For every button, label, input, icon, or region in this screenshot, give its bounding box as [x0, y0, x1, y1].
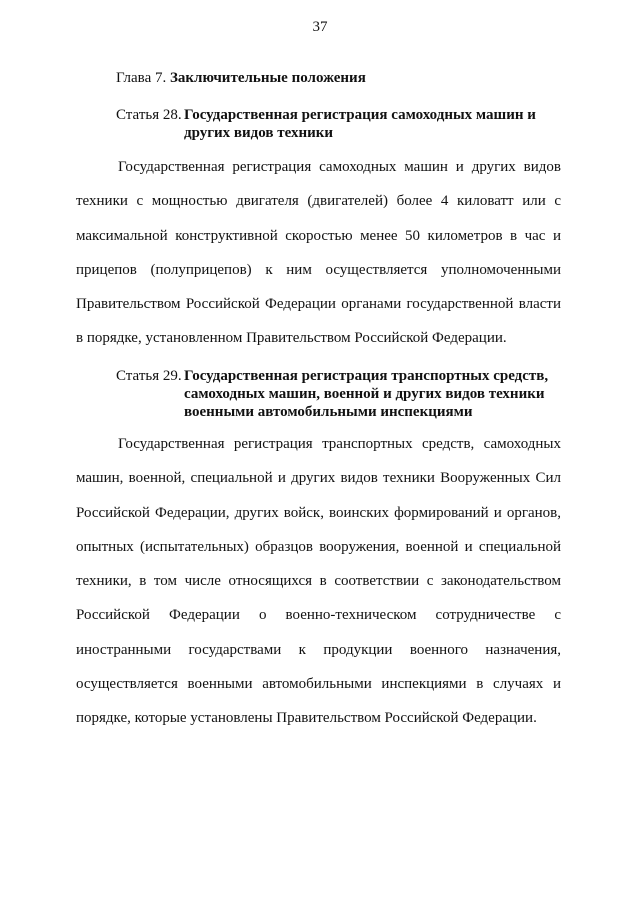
article-28-text: Государственная регистрация самоходных машин и других видов техники с мощностью двигателя (двигателей) более 4 киловатт или с максимальной конструктивной скоростью менее 50 километров в час и прицепов (полуприцепов) к ним осуществляется уполномоченными Правительством Российской Федерации органами государственной власти в порядке, установленном Правительством Российской Федерации.	[76, 159, 561, 347]
article-29-heading	[116, 367, 576, 421]
chapter-heading	[116, 70, 366, 87]
article-29-text: Государственная регистрация транспортных средств, самоходных машин, военной, специальной и других видов техники Вооруженных Сил Российской Федерации, других войск, воинских формирований и органов, опытных (испытательных) образцов вооружения, военной и специальной техники, в том числе относящихся в соответствии с законодательством Российской Федерации о военно-техническом сотрудничестве с иностранными государствами к продукции военного назначения, осуществляется военными автомобильными инспекциями в случаях и порядке, которые установлены Правительством Российской Федерации.	[76, 436, 561, 727]
chapter-title: Заключительные положения	[169, 70, 366, 86]
chapter-label: Глава 7.	[116, 70, 167, 86]
article-29-number: Статья 29.	[116, 368, 182, 384]
article-29-title: Государственная регистрация транспортных средств, самоходных машин, военной и других видов техники военными автомобильными инспекциями	[184, 368, 549, 420]
page-number: 37	[312, 19, 328, 35]
article-28-heading	[116, 106, 576, 142]
article-28-title: Государственная регистрация самоходных машин и других видов техники	[184, 107, 536, 141]
article-28-number: Статья 28.	[116, 107, 182, 123]
